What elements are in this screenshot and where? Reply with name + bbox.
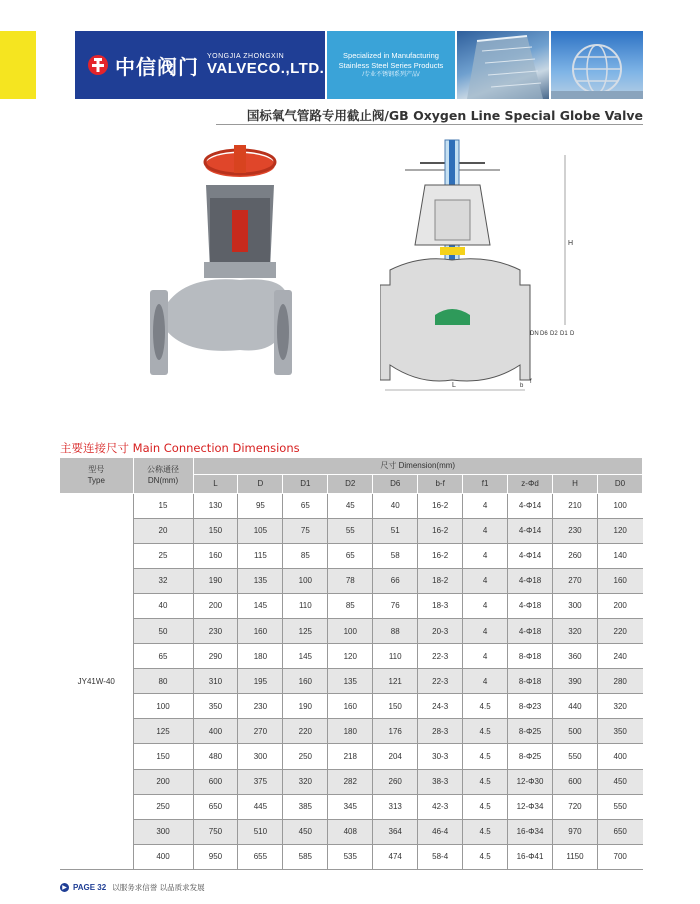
table-cell: 204 — [373, 744, 418, 769]
dn-cell: 100 — [133, 694, 193, 719]
table-cell: 18-3 — [418, 593, 463, 618]
table-cell: 4.5 — [463, 844, 508, 869]
table-cell: 550 — [597, 794, 642, 819]
table-cell: 8-Φ18 — [508, 669, 553, 694]
table-row — [60, 669, 643, 694]
type-header: 型号 Type — [60, 458, 133, 493]
table-cell: 55 — [328, 518, 373, 543]
globe-sculpture-photo — [551, 31, 643, 99]
dn-cell: 25 — [133, 543, 193, 568]
table-row — [60, 719, 643, 744]
table-cell: 4-Φ14 — [508, 493, 553, 518]
table-cell: 4 — [463, 518, 508, 543]
column-header: D2 — [328, 474, 373, 493]
table-cell: 150 — [193, 518, 238, 543]
section-title: 主要连接尺寸 Main Connection Dimensions — [60, 441, 300, 455]
table-cell: 16-Φ34 — [508, 819, 553, 844]
table-cell: 300 — [553, 593, 598, 618]
table-cell: 650 — [597, 819, 642, 844]
table-cell: 12-Φ34 — [508, 794, 553, 819]
table-row — [60, 819, 643, 844]
table-cell: 270 — [238, 719, 283, 744]
table-cell: 4.5 — [463, 819, 508, 844]
dn-cell: 200 — [133, 769, 193, 794]
table-row — [60, 744, 643, 769]
table-cell: 135 — [328, 669, 373, 694]
table-cell: 350 — [193, 694, 238, 719]
table-cell: 270 — [553, 568, 598, 593]
table-cell: 8-Φ25 — [508, 719, 553, 744]
dn-cell: 20 — [133, 518, 193, 543]
table-cell: 100 — [283, 568, 328, 593]
table-cell: 75 — [283, 518, 328, 543]
table-cell: 282 — [328, 769, 373, 794]
dn-cell: 125 — [133, 719, 193, 744]
slogan-line-2: Stainless Steel Series Products — [338, 60, 444, 70]
table-cell: 250 — [283, 744, 328, 769]
globe-valve-section-drawing — [380, 135, 580, 400]
table-cell: 4.5 — [463, 719, 508, 744]
dn-cell: 150 — [133, 744, 193, 769]
table-cell: 320 — [283, 769, 328, 794]
table-cell: 42-3 — [418, 794, 463, 819]
table-cell: 950 — [193, 844, 238, 869]
table-row — [60, 844, 643, 869]
table-cell: 400 — [597, 744, 642, 769]
table-cell: 65 — [283, 493, 328, 518]
table-cell: 85 — [328, 593, 373, 618]
table-cell: 364 — [373, 819, 418, 844]
table-row — [60, 593, 643, 618]
table-cell: 28-3 — [418, 719, 463, 744]
table-cell: 85 — [283, 543, 328, 568]
dimension-label-h: H — [568, 240, 574, 247]
type-value: JY41W-40 — [60, 493, 133, 870]
table-row — [60, 618, 643, 643]
table-cell: 408 — [328, 819, 373, 844]
dn-cell: 40 — [133, 593, 193, 618]
table-cell: 160 — [238, 618, 283, 643]
globe-valve-product-image — [146, 140, 304, 390]
table-cell: 145 — [283, 644, 328, 669]
dimension-header: 尺寸 Dimension(mm) — [193, 458, 643, 474]
table-cell: 58-4 — [418, 844, 463, 869]
table-cell: 76 — [373, 593, 418, 618]
table-cell: 190 — [283, 694, 328, 719]
page-title: 国标氧气管路专用截止阀/GB Oxygen Line Special Globe Valve — [246, 108, 643, 123]
table-cell: 65 — [328, 543, 373, 568]
table-cell: 4 — [463, 669, 508, 694]
table-cell: 160 — [193, 543, 238, 568]
table-row — [60, 493, 643, 518]
dimension-label-l: L — [452, 382, 456, 389]
company-logo — [75, 31, 325, 99]
table-cell: 120 — [597, 518, 642, 543]
table-row — [60, 694, 643, 719]
table-cell: 22-3 — [418, 644, 463, 669]
table-cell: 600 — [193, 769, 238, 794]
table-cell: 4.5 — [463, 694, 508, 719]
table-cell: 200 — [597, 593, 642, 618]
dn-cell: 50 — [133, 618, 193, 643]
page-number: PAGE 32 — [73, 883, 107, 892]
table-cell: 375 — [238, 769, 283, 794]
table-cell: 300 — [238, 744, 283, 769]
table-cell: 445 — [238, 794, 283, 819]
table-cell: 110 — [283, 593, 328, 618]
table-cell: 38-3 — [418, 769, 463, 794]
table-cell: 58 — [373, 543, 418, 568]
table-cell: 474 — [373, 844, 418, 869]
column-header: f1 — [463, 474, 508, 493]
table-cell: 100 — [597, 493, 642, 518]
table-cell: 450 — [283, 819, 328, 844]
table-cell: 130 — [193, 493, 238, 518]
table-cell: 500 — [553, 719, 598, 744]
table-cell: 510 — [238, 819, 283, 844]
table-row — [60, 568, 643, 593]
table-cell: 115 — [238, 543, 283, 568]
page-header — [75, 31, 643, 99]
table-cell: 4 — [463, 493, 508, 518]
table-cell: 12-Φ30 — [508, 769, 553, 794]
table-cell: 51 — [373, 518, 418, 543]
table-cell: 440 — [553, 694, 598, 719]
table-cell: 4-Φ18 — [508, 618, 553, 643]
table-cell: 480 — [193, 744, 238, 769]
dn-cell: 80 — [133, 669, 193, 694]
table-cell: 230 — [193, 618, 238, 643]
table-cell: 16-2 — [418, 518, 463, 543]
logo-english-name: VALVECO.,LTD. — [207, 60, 325, 77]
page-footer — [60, 882, 205, 893]
dn-cell: 250 — [133, 794, 193, 819]
table-cell: 4 — [463, 644, 508, 669]
slogan-line-1: Specialized in Manufacturing — [343, 50, 439, 60]
table-cell: 16-2 — [418, 493, 463, 518]
table-cell: 320 — [553, 618, 598, 643]
dimension-label-d6: D6 — [540, 331, 548, 337]
table-cell: 4 — [463, 543, 508, 568]
dn-cell: 400 — [133, 844, 193, 869]
play-arrow-icon: ▶ — [60, 883, 69, 892]
table-cell: 4-Φ18 — [508, 593, 553, 618]
table-cell: 970 — [553, 819, 598, 844]
table-cell: 135 — [238, 568, 283, 593]
table-row — [60, 543, 643, 568]
table-body — [60, 493, 643, 870]
dimension-label-d1: D1 — [560, 331, 568, 337]
dn-cell: 15 — [133, 493, 193, 518]
table-cell: 290 — [193, 644, 238, 669]
table-cell: 100 — [328, 618, 373, 643]
table-cell: 230 — [238, 694, 283, 719]
column-header: D1 — [283, 474, 328, 493]
table-cell: 125 — [283, 618, 328, 643]
table-cell: 22-3 — [418, 669, 463, 694]
table-cell: 160 — [597, 568, 642, 593]
logo-chinese-name: 中信阀门 — [115, 54, 199, 79]
table-cell: 150 — [373, 694, 418, 719]
table-cell: 95 — [238, 493, 283, 518]
table-cell: 20-3 — [418, 618, 463, 643]
table-cell: 4.5 — [463, 744, 508, 769]
table-cell: 4.5 — [463, 794, 508, 819]
table-cell: 4-Φ14 — [508, 543, 553, 568]
table-cell: 4.5 — [463, 769, 508, 794]
table-cell: 220 — [597, 618, 642, 643]
table-cell: 88 — [373, 618, 418, 643]
table-row — [60, 644, 643, 669]
table-cell: 180 — [238, 644, 283, 669]
logo-mark-icon — [87, 54, 109, 76]
table-cell: 4 — [463, 568, 508, 593]
table-cell: 40 — [373, 493, 418, 518]
table-cell: 8-Φ25 — [508, 744, 553, 769]
table-cell: 4 — [463, 593, 508, 618]
dn-cell: 32 — [133, 568, 193, 593]
table-cell: 385 — [283, 794, 328, 819]
title-divider — [216, 124, 643, 125]
table-cell: 121 — [373, 669, 418, 694]
column-header: D — [238, 474, 283, 493]
table-cell: 4-Φ14 — [508, 518, 553, 543]
table-cell: 585 — [283, 844, 328, 869]
table-cell: 16-2 — [418, 543, 463, 568]
table-cell: 650 — [193, 794, 238, 819]
dimension-label-dn: DN — [530, 331, 539, 337]
dn-cell: 300 — [133, 819, 193, 844]
table-cell: 310 — [193, 669, 238, 694]
table-cell: 550 — [553, 744, 598, 769]
table-cell: 600 — [553, 769, 598, 794]
table-cell: 700 — [597, 844, 642, 869]
table-cell: 720 — [553, 794, 598, 819]
table-cell: 190 — [193, 568, 238, 593]
table-cell: 280 — [597, 669, 642, 694]
dimension-label-f: f — [530, 379, 532, 385]
table-cell: 145 — [238, 593, 283, 618]
table-cell: 390 — [553, 669, 598, 694]
table-cell: 345 — [328, 794, 373, 819]
table-cell: 78 — [328, 568, 373, 593]
column-header: D0 — [597, 474, 642, 493]
table-cell: 260 — [553, 543, 598, 568]
logo-english-small: YONGJIA ZHONGXIN — [207, 53, 285, 60]
footer-slogan: 以服务求信誉 以品质求发展 — [112, 883, 205, 892]
table-cell: 535 — [328, 844, 373, 869]
table-cell: 400 — [193, 719, 238, 744]
table-cell: 240 — [597, 644, 642, 669]
table-cell: 320 — [597, 694, 642, 719]
table-cell: 180 — [328, 719, 373, 744]
table-cell: 66 — [373, 568, 418, 593]
table-cell: 360 — [553, 644, 598, 669]
table-cell: 176 — [373, 719, 418, 744]
column-header: b-f — [418, 474, 463, 493]
column-header: L — [193, 474, 238, 493]
table-cell: 24-3 — [418, 694, 463, 719]
table-cell: 18-2 — [418, 568, 463, 593]
table-cell: 4 — [463, 618, 508, 643]
table-cell: 110 — [373, 644, 418, 669]
column-header: H — [553, 474, 598, 493]
table-cell: 260 — [373, 769, 418, 794]
industrial-building-photo — [457, 31, 549, 99]
column-header: D6 — [373, 474, 418, 493]
dn-cell: 65 — [133, 644, 193, 669]
dimension-label-b: b — [520, 383, 524, 389]
table-cell: 210 — [553, 493, 598, 518]
table-cell: 218 — [328, 744, 373, 769]
table-cell: 750 — [193, 819, 238, 844]
table-cell: 200 — [193, 593, 238, 618]
table-cell: 655 — [238, 844, 283, 869]
table-cell: 350 — [597, 719, 642, 744]
table-cell: 313 — [373, 794, 418, 819]
table-cell: 230 — [553, 518, 598, 543]
table-cell: 1150 — [553, 844, 598, 869]
dimension-label-d2: D2 — [550, 331, 558, 337]
table-row — [60, 769, 643, 794]
table-row — [60, 794, 643, 819]
dimension-label-d: D — [570, 331, 575, 337]
yellow-accent-bar — [0, 31, 36, 99]
table-cell: 120 — [328, 644, 373, 669]
table-cell: 16-Φ41 — [508, 844, 553, 869]
table-cell: 30-3 — [418, 744, 463, 769]
table-cell: 105 — [238, 518, 283, 543]
table-cell: 450 — [597, 769, 642, 794]
table-cell: 8-Φ18 — [508, 644, 553, 669]
table-cell: 45 — [328, 493, 373, 518]
table-cell: 195 — [238, 669, 283, 694]
slogan-chinese: /专业不锈钢系列产品/ — [362, 71, 420, 78]
table-cell: 46-4 — [418, 819, 463, 844]
column-header: z-Φd — [508, 474, 553, 493]
dn-header: 公称通径 DN(mm) — [133, 458, 193, 493]
dimension-table — [60, 458, 643, 870]
table-cell: 140 — [597, 543, 642, 568]
slogan-box — [327, 31, 455, 99]
table-cell: 220 — [283, 719, 328, 744]
table-cell: 4-Φ18 — [508, 568, 553, 593]
table-cell: 8-Φ23 — [508, 694, 553, 719]
table-cell: 160 — [283, 669, 328, 694]
table-row — [60, 518, 643, 543]
table-cell: 160 — [328, 694, 373, 719]
